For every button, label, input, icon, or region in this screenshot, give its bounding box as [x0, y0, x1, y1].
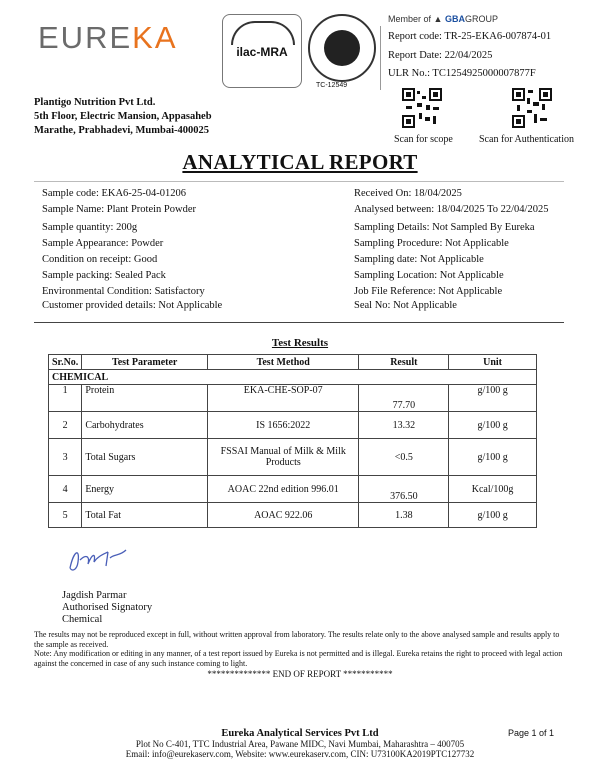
cell-param: Carbohydrates: [82, 412, 208, 439]
table-header-row: [49, 355, 537, 370]
info-right: Sampling Details: Not Sampled By Eureka: [354, 222, 535, 233]
client-address: [34, 96, 212, 138]
column-header: Unit: [449, 355, 537, 370]
nabl-seal-icon: [308, 14, 376, 82]
scope-qr-icon[interactable]: [402, 88, 442, 128]
cell-unit: g/100 g: [449, 503, 537, 528]
client-name: Plantigo Nutrition Pvt Ltd.: [34, 97, 156, 108]
scan-auth-label: Scan for Authentication: [479, 134, 574, 145]
info-left: Sample Appearance: Powder: [42, 238, 164, 249]
gba-member: Member of ▲ GBAGROUP: [388, 14, 498, 24]
cell-sr: 1: [49, 385, 82, 412]
info-left: Sample packing: Sealed Pack: [42, 270, 166, 281]
legal-note: Note: Any modification or editing in any manner, of a test report issued by Eureka is not permitted and is illegal. Eureka retains the right to proceed with legal action against the concerned in case of any such instance coming to light.: [34, 649, 563, 668]
table-row: [49, 476, 537, 503]
table-row: [49, 412, 537, 439]
footer-address: Plot No C-401, TTC Industrial Area, Pawane MIDC, Navi Mumbai, Maharashtra – 400705: [135, 739, 465, 749]
disclaimer-notes: [34, 630, 570, 668]
report-date: Report Date: 22/04/2025: [388, 50, 493, 61]
client-address-line2: Marathe, Prabhadevi, Mumbai-400025: [34, 125, 209, 136]
cell-method: AOAC 922.06: [208, 503, 359, 528]
cell-param: Total Sugars: [82, 439, 208, 476]
cell-result: 376.50: [359, 476, 449, 503]
info-right: Analysed between: 18/04/2025 To 22/04/2025: [354, 204, 549, 215]
cell-result: 13.32: [359, 412, 449, 439]
signatory-dept: Chemical: [62, 614, 103, 625]
info-left: Sample quantity: 200g: [42, 222, 138, 233]
cell-method: IS 1656:2022: [208, 412, 359, 439]
cell-sr: 4: [49, 476, 82, 503]
page-number: Page 1 of 1: [508, 728, 555, 738]
info-left: Sample Name: Plant Protein Powder: [42, 204, 196, 215]
test-results-title: Test Results: [271, 337, 329, 349]
signatory-role: Authorised Signatory: [62, 602, 153, 613]
column-header: Result: [359, 355, 449, 370]
category-label: CHEMICAL: [49, 370, 537, 385]
info-right: Sampling Location: Not Applicable: [354, 270, 504, 281]
info-right: Seal No: Not Applicable: [354, 300, 457, 311]
cell-param: Protein: [82, 385, 208, 412]
cell-sr: 5: [49, 503, 82, 528]
footer-contact: Email: info@eurekaserv.com, Website: www.eurekaserv.com, CIN: U73100KA2019PTC127732: [125, 749, 475, 759]
footer-company: Eureka Analytical Services Pvt Ltd: [221, 728, 379, 739]
info-right: Sampling Procedure: Not Applicable: [354, 238, 509, 249]
info-right: Job File Reference: Not Applicable: [354, 286, 503, 297]
table-row: [49, 385, 537, 412]
sample-info: [34, 181, 564, 323]
info-right: Sampling date: Not Applicable: [354, 254, 484, 265]
cell-sr: 2: [49, 412, 82, 439]
header-divider: [380, 26, 381, 90]
cell-param: Total Fat: [82, 503, 208, 528]
cell-result: 1.38: [359, 503, 449, 528]
column-header: Test Parameter: [82, 355, 208, 370]
cell-unit: g/100 g: [449, 385, 537, 412]
cell-result: 77.70: [359, 385, 449, 412]
info-left: Condition on receipt: Good: [42, 254, 158, 265]
report-title: ANALYTICAL REPORT: [182, 150, 418, 174]
column-header: Test Method: [208, 355, 359, 370]
authentication-qr-icon[interactable]: [512, 88, 552, 128]
info-left: Customer provided details: Not Applicable: [42, 300, 223, 311]
ulr-number: ULR No.: TC1254925000007877F: [388, 68, 536, 79]
handwritten-signature: [64, 542, 134, 576]
info-left: Environmental Condition: Satisfactory: [42, 286, 205, 297]
client-address-line1: 5th Floor, Electric Mansion, Appasaheb: [34, 111, 212, 122]
signatory-name: Jagdish Parmar: [62, 590, 127, 601]
cell-param: Energy: [82, 476, 208, 503]
disclaimer-line: The results may not be reproduced except in full, without written approval from laboratory. The results relate only to the above analysed sample and results apply to the sample as received.: [34, 630, 560, 649]
cell-method: EKA-CHE-SOP-07: [208, 385, 359, 412]
results-table: [48, 354, 537, 528]
end-of-report: ************** END OF REPORT ***********: [207, 669, 393, 679]
column-header: Sr.No.: [49, 355, 82, 370]
cell-unit: g/100 g: [449, 412, 537, 439]
ilac-mra-seal: ilac-MRA: [222, 14, 302, 88]
report-code: Report code: TR-25-EKA6-007874-01: [388, 31, 552, 42]
cell-result: <0.5: [359, 439, 449, 476]
eureka-logo: EUREKA: [38, 20, 178, 55]
cell-unit: g/100 g: [449, 439, 537, 476]
cell-unit: Kcal/100g: [449, 476, 537, 503]
category-row: [49, 370, 537, 385]
table-row: [49, 503, 537, 528]
signatory-block: [62, 590, 152, 626]
info-right: Received On: 18/04/2025: [354, 188, 462, 199]
info-left: Sample code: EKA6-25-04-01206: [42, 188, 187, 199]
scan-scope-label: Scan for scope: [394, 134, 453, 145]
cell-sr: 3: [49, 439, 82, 476]
table-row: [49, 439, 537, 476]
cell-method: FSSAI Manual of Milk & Milk Products: [208, 439, 359, 476]
nabl-code: TC-12549: [316, 82, 348, 89]
cell-method: AOAC 22nd edition 996.01: [208, 476, 359, 503]
